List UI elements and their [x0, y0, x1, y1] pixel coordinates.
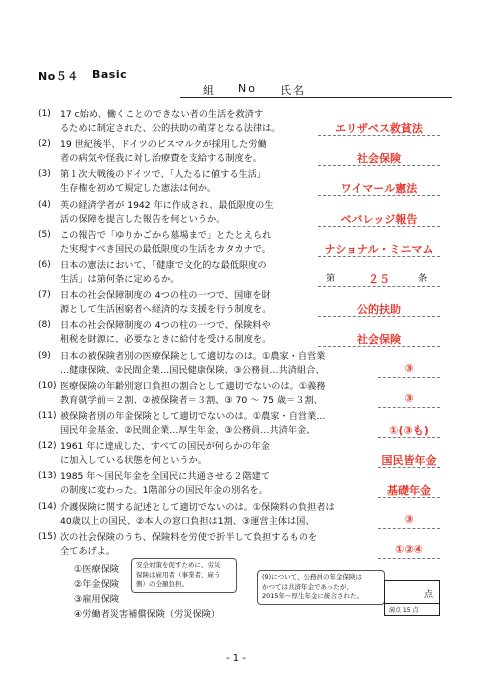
question-number: (15)	[38, 532, 57, 542]
question-number: (7)	[38, 290, 51, 300]
answer-text: エリザベス救貧法	[335, 122, 423, 135]
page-number: - 1 -	[226, 653, 246, 664]
question-text-line: この報告で「ゆりかごから墓場まで」とたとえられ	[60, 230, 272, 241]
question-number: (4)	[38, 200, 51, 210]
question-text-line: 生存権を初めて規定した憲法は何か。	[60, 183, 217, 194]
question-text-line: …健康保険、②民間企業…国民健康保険、③公務員…共済組合、	[60, 365, 325, 376]
question-text-line: の制度に変わった。1階部分の国民年金の別名を。	[60, 485, 268, 496]
option-employment: ③雇用保険	[74, 594, 119, 605]
note-line: 安全対策を促すために、労災	[136, 561, 221, 569]
question-text-line: 1961 年に達成した、すべての国民が何らかの年金	[60, 441, 270, 452]
question-number: (1)	[38, 109, 51, 119]
note-line: 保険は雇用者（事業者、雇う	[136, 570, 221, 579]
answer-text: 社会保険	[357, 333, 401, 346]
answer-text: ２５	[368, 273, 390, 286]
worksheet-level: Basic	[92, 68, 128, 81]
answer-text: ベバレッジ報告	[340, 213, 418, 226]
question-text-line: 17 c始め、働くことのできない者の生活を救済す	[60, 109, 264, 120]
name-label: 氏名	[280, 84, 306, 97]
answer-text: ①②④	[395, 543, 423, 556]
question-text-line: 介護保険に関する記述として適切でないのは。①保険料の負担者は	[60, 502, 335, 513]
question-number: (14)	[38, 502, 57, 512]
question-text-line: 日本の社会保障制度の 4つの柱の一つで、国庫を財	[60, 290, 271, 301]
answer-suffix: 条	[418, 273, 428, 284]
answer-line	[378, 377, 440, 378]
question-text-line: 国民年金基金、②民間企業…厚生年金、③公務員…共済年金、	[60, 425, 316, 436]
score-box	[384, 580, 440, 616]
question-text-line: 者の病気や怪我に対し治療費を支給する制度を。	[60, 153, 263, 164]
question-text-line: 19 世紀後半、ドイツのビスマルクが採用した労働	[60, 139, 267, 150]
name-bar-underline	[180, 97, 452, 98]
question-number: (9)	[38, 351, 51, 361]
question-text-line: 英の経済学者が 1942 年に作成され、最低限度の生	[60, 200, 274, 211]
answer-line	[378, 407, 440, 408]
question-number: (11)	[38, 411, 57, 421]
answer-text: ③	[404, 362, 414, 375]
note-line: 2015年～厚生年金に統合された。	[262, 592, 364, 600]
question-text-line: 日本の憲法において、「健康で文化的な最低限度の	[60, 260, 267, 271]
question-text-line: 教育就学前＝２割、②被保険者＝３割、③ 70 ～ 75 歳＝３割、	[60, 395, 323, 406]
option-workers-comp: ④労働者災害補償保険（労災保険）	[74, 609, 221, 620]
question-text-line: 源として生活困窮者へ経済的な支援を行う制度を。	[60, 304, 272, 315]
note-line: 側）の全額負担。	[136, 580, 188, 588]
question-number: (10)	[38, 381, 57, 391]
answer-text: 基礎年金	[387, 484, 431, 497]
question-text-line: 活の保障を提言した報告を何というか。	[60, 214, 226, 225]
score-divider	[385, 603, 439, 604]
answer-line	[378, 528, 440, 529]
note-line: かつては共済年金であったが、	[262, 582, 353, 591]
answer-text: ワイマール憲法	[340, 182, 418, 195]
question-number: (13)	[38, 471, 57, 481]
answer-text: 国民皆年金	[381, 454, 437, 467]
question-text-line: 医療保険の年齢別窓口負担の割合として適切でないのは。①義務	[60, 381, 326, 392]
question-text-line: 第１次大戦後のドイツで、「人たるに値する生活」	[60, 169, 267, 180]
option-medical: ①医療保険	[74, 564, 119, 575]
question-text-line: 40歳以上の国民、②本人の窓口負担は1割、③運営主体は国、	[60, 516, 315, 527]
answer-text: ③	[404, 392, 414, 405]
question-text-line: 日本の社会保障制度の 4つの柱の一つで、保険料や	[60, 320, 271, 331]
answer-prefix: 第	[326, 273, 336, 284]
question-number: (6)	[38, 260, 51, 270]
worksheet-number: No５４	[38, 70, 79, 83]
question-text-line: 次の社会保険のうち、保険料を労使で折半して負担するものを	[60, 532, 318, 543]
class-label: 組	[203, 84, 216, 97]
question-number: (12)	[38, 441, 57, 451]
question-text-line: 全てあげよ。	[60, 546, 116, 557]
question-text-line: 租税を財源に、必要なときに給付を受ける制度を。	[60, 334, 272, 345]
note-pension	[257, 570, 385, 605]
question-number: (2)	[38, 139, 51, 149]
note-workers-comp	[131, 558, 237, 593]
answer-text: ①(③も)	[389, 424, 429, 437]
answer-line	[378, 558, 440, 559]
question-text-line: 生活」は第何条に定めるか。	[60, 274, 180, 285]
question-number: (5)	[38, 230, 51, 240]
question-text-line: 1985 年～国民年金を全国民に共通させる２階建て	[60, 471, 271, 482]
number-label: No	[238, 82, 257, 95]
answer-text: ナショナル・ミニマム	[324, 243, 434, 256]
score-max: 満点 15 点	[389, 607, 419, 614]
question-number: (8)	[38, 320, 51, 330]
score-unit: 点	[423, 590, 433, 600]
question-number: (3)	[38, 169, 51, 179]
question-text-line: 被保険者別の年金保険として適切でないのは。①農家・自営業…	[60, 411, 326, 422]
question-text-line: 日本の被保険者別の医療保険として適切なのは。①農家・自営業	[60, 351, 326, 362]
option-pension: ②年金保険	[74, 579, 119, 590]
answer-text: ③	[404, 513, 414, 526]
answer-text: 社会保険	[357, 152, 401, 165]
question-text-line: た実現すべき国民の最低限度の生活をカタカナで。	[60, 244, 271, 255]
question-text-line: に加入している状態を何というか。	[60, 455, 207, 466]
question-text-line: るために制定された、公的扶助の萌芽となる法律は。	[60, 123, 281, 134]
note-line: (9)について、公務員の年金保険は	[262, 573, 362, 581]
answer-text: 公的扶助	[357, 303, 401, 316]
